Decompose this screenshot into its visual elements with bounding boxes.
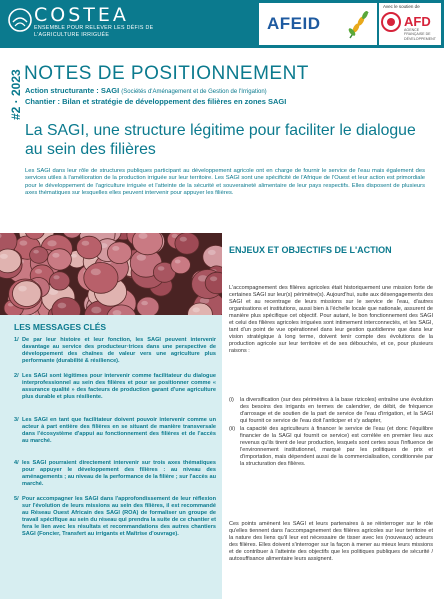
- afd-logo-text: AFD: [404, 14, 431, 29]
- onion-highlight: [47, 240, 56, 246]
- onion-highlight: [137, 254, 146, 260]
- enjeux-paragraph-1: L'accompagnement des filières agricoles était historiquement une mission forte de certaines SAGI sur leur(s) périmètre(s). Aujourd'hui, suite aux désengagements des SAGI et au recentrage de leurs missions sur le service de l'eau, d'autres organisations et institutions, aussi bien à l'échelle locale que nationale, assurent de manière plus spécifique cet objectif. Pour autant, le bon fonctionnement des SAGI et celui des filières agricoles irriguées sont intimement interconnectés, et les SAGI, tant d'un point de vue opérationnel dans leur gestion quotidienne que dans leur vision stratégique à long terme, doivent tenir compte des évolutions de la production agricole sur leur territoire et de ses débouchés, et ce, pour plusieurs raisons :: [229, 285, 433, 354]
- key-message-number: 3/: [14, 417, 19, 423]
- onion-highlight: [18, 286, 27, 292]
- key-message: [14, 417, 216, 445]
- headline: La SAGI, une structure légitime pour faciliter le dialogue au sein des filières: [25, 122, 416, 158]
- enjeux-item-text: la diversification (sur des périmètres à la base rizicoles) entraîne une évolution des besoins des irrigants en termes de calendrier, de débit, de fréquence d'arrosage et de soutien de la part de service de l'eau d'irrigation, et la SAGI qui fournit ce service de l'eau doit l'anticiper et s'y adapter,: [240, 397, 433, 424]
- onion-highlight: [20, 240, 28, 245]
- onion-shape: [77, 236, 102, 259]
- key-message-number: 5/: [14, 496, 19, 502]
- support-label: Avec le soutien de: [383, 4, 420, 9]
- key-message: [14, 460, 216, 488]
- onions-photo: [0, 233, 222, 315]
- onion-highlight: [180, 237, 187, 242]
- onion-highlight: [0, 254, 8, 259]
- key-message: [14, 496, 216, 538]
- key-message-number: 4/: [14, 460, 19, 466]
- key-message-number: 2/: [14, 373, 19, 379]
- issue-number: #2 · 2023: [9, 69, 23, 120]
- onion-highlight: [52, 253, 59, 258]
- page-title: NOTES DE POSITIONNEMENT: [24, 63, 309, 84]
- onion-shape: [84, 263, 118, 294]
- onion-highlight: [58, 303, 67, 309]
- onion-highlight: [193, 307, 200, 312]
- key-message-text: les SAGI pourraient directement intervenir sur trois axes thématiques pour appuyer le développement des filières : au niveau des aménagements ; au niveau de la performance de la filière ; sur l'accès au marché.: [22, 460, 216, 487]
- enjeux-item-number: (ii): [229, 426, 236, 432]
- onion-shape: [49, 272, 69, 290]
- wheat-icon: [344, 8, 372, 40]
- onion-highlight: [208, 250, 216, 255]
- enjeux-item-text: la capacité des agriculteurs à financer le service de l'eau (et donc l'équilibre financier de la SAGI qui fournit ce service) est corrélée en premier lieu aux revenus qu'ils tirent de leur production, lesquels sont certes sous l'influence de l'environnement institutionnel, marqué par les politiques de prix et d'importation, mais dépendent aussi de la commercialisation, conditionnée par la structuration des filières.: [240, 426, 433, 467]
- brand: [34, 5, 154, 38]
- afeid-logo-text: AFEID: [267, 14, 321, 33]
- intro-paragraph: Les SAGI dans leur rôle de structures publiques participant au développement agricole ont en charge de fournir le service de l'eau mais également des services utiles à l'amélioration de la production irriguée sur leur territoire. Les SAGI sont une spécificité de l'Afrique de l'Ouest et leur action est primordiale pour le développement de l'agriculture irriguée et l'atteinte de la sécurité et souveraineté alimentaire de leur pays respectifs. Elles disposent de plusieurs axes thématiques sur lesquelles elles peuvent intervenir pour appuyer les filières.: [25, 168, 425, 197]
- onion-highlight: [35, 269, 42, 274]
- action-detail: (Sociétés d'Aménagement et de Gestion de l'Irrigation): [121, 89, 267, 95]
- chantier-line: Chantier : Bilan et stratégie de développement des filières en zones SAGI: [25, 97, 287, 106]
- key-message-number: 1/: [14, 337, 19, 343]
- afd-circle-icon: [381, 12, 401, 32]
- afd-logo-subtitle: AGENCE FRANÇAISE DE DÉVELOPPEMENT: [404, 28, 436, 41]
- key-messages-box: [0, 315, 222, 599]
- onion-shape: [48, 249, 72, 270]
- onion-highlight: [175, 260, 181, 264]
- section-title: ENJEUX ET OBJECTIFS DE L'ACTION: [229, 245, 392, 255]
- onion-highlight: [82, 241, 90, 246]
- onion-highlight: [141, 301, 148, 305]
- afd-logo: [379, 3, 441, 45]
- key-message: [14, 373, 216, 401]
- globe-logo-icon: [8, 8, 32, 32]
- onion-shape: [137, 297, 159, 315]
- onion-highlight: [112, 246, 119, 251]
- key-messages-title: LES MESSAGES CLÉS: [14, 322, 107, 332]
- onion-highlight: [91, 307, 101, 314]
- header-bar: [0, 0, 444, 48]
- key-message-text: De par leur histoire et leur fonction, les SAGI peuvent intervenir davantage au service des producteur·trices dans une perspective de développement des chaînes de valeur vers une agriculture plus performante (durabilité & résilience).: [22, 337, 216, 364]
- onion-highlight: [71, 254, 77, 258]
- enjeux-item-number: (i): [229, 397, 234, 403]
- brand-name: COSTEA: [34, 4, 129, 26]
- enjeux-list: [229, 397, 433, 468]
- onion-highlight: [53, 275, 59, 279]
- afeid-logo: [259, 3, 377, 45]
- onion-highlight: [158, 266, 165, 270]
- onion-highlight: [91, 269, 101, 276]
- onion-highlight: [139, 233, 148, 239]
- action-line: [25, 86, 267, 95]
- onion-shape: [30, 247, 49, 264]
- key-message-text: Pour accompagner les SAGI dans l'approfondissement de leur réflexion sur l'évolution de leurs missions au sein des filières, il est recommandé au Réseau Ouest Africain des SAGI (ROA) de formaliser un groupe de travail spécifique au sein du réseau qui prendra la suite de ce chantier et fera le lien avec les résultats et recommandations des autres chantiers SAGI (Foncier, Transfert au irrigants et Maîtrise d'ouvrage).: [22, 496, 216, 537]
- enjeux-list-item: [229, 397, 433, 425]
- brand-tagline: ENSEMBLE POUR RELEVER LES DÉFIS DE L'AGRICULTURE IRRIGUÉE: [34, 25, 154, 38]
- onion-shape: [175, 233, 199, 254]
- key-message-text: Les SAGI sont légitimes pour intervenir comme facilitateur du dialogue interprofessionnel au sein des filières et pour se positionner comme « assurance qualité » des facteurs de production garant d'une agriculture plus durable et plus résiliente.: [22, 373, 216, 400]
- key-message: [14, 337, 216, 365]
- enjeux-paragraph-2: Ces points amènent les SAGI et leurs partenaires à se réinterroger sur le rôle qu'elles tiennent dans l'accompagnement des filières agricoles sur leur territoire et la nature des liens qu'il leur est nécessaire de tisser avec les (nouveaux) acteurs des filières. Elles doivent s'interroger sur la façon à mener au mieux leurs missions et de contribuer à l'atteinte des objectifs que les politiques publiques de sécurité / autosuffisance alimentaire leurs assignent.: [229, 521, 433, 562]
- onion-shape: [107, 242, 131, 264]
- onion-highlight: [210, 276, 217, 281]
- enjeux-list-item: [229, 426, 433, 468]
- key-message-text: Les SAGI en tant que facilitateur doivent pouvoir intervenir comme un acteur à part entière des filières en se situant de manière transversale dans l'écosystème d'appui au fonctionnement des filières et de l'accès au marché.: [22, 417, 216, 444]
- onion-shape: [12, 281, 41, 307]
- action-label: Action structurante : SAGI: [25, 86, 120, 95]
- onion-highlight: [33, 250, 39, 254]
- onion-shape: [171, 256, 191, 274]
